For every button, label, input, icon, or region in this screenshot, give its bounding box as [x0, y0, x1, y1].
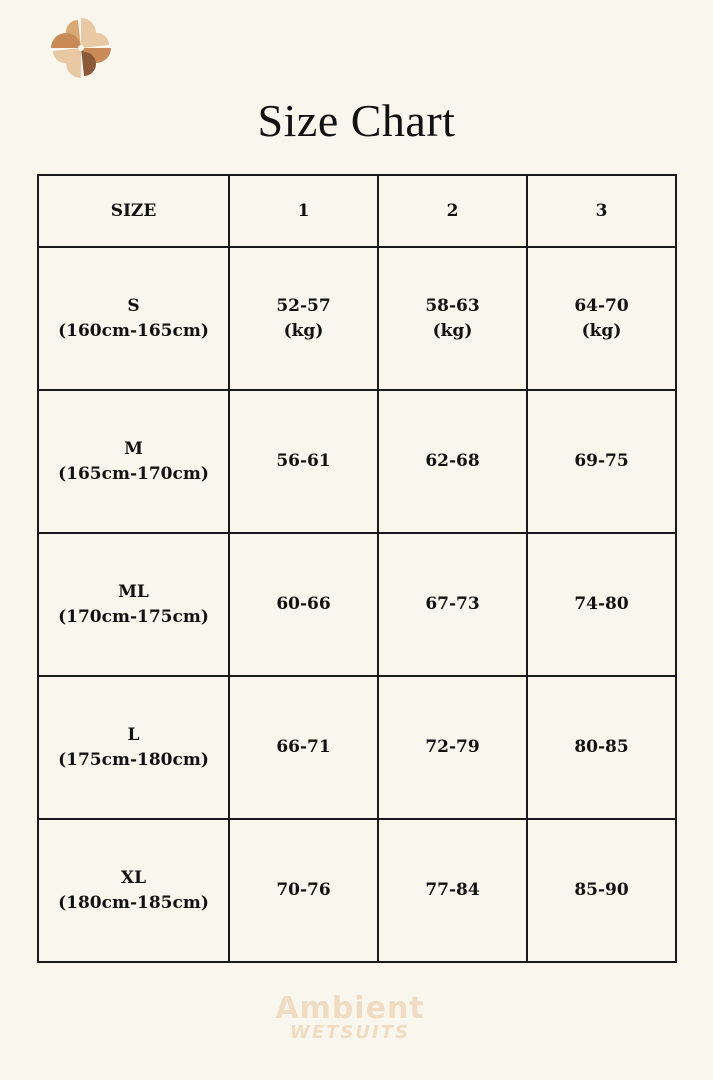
table-header-row [38, 175, 676, 247]
weight-range: 52-57 [276, 295, 331, 316]
weight-cell: 70-76 [229, 819, 378, 962]
page-title: Size Chart [257, 95, 456, 146]
weight-cell: 85-90 [527, 819, 676, 962]
height-range: (175cm-180cm) [58, 749, 209, 770]
height-range: (165cm-170cm) [58, 463, 209, 484]
weight-unit: (kg) [432, 320, 473, 341]
watermark-line-1: Ambient [275, 991, 425, 1026]
size-label: XL [120, 867, 147, 888]
table-row [38, 676, 676, 819]
weight-cell: 80-85 [527, 676, 676, 819]
watermark-line-2: WETSUITS [290, 1022, 410, 1043]
weight-unit: (kg) [283, 320, 324, 341]
weight-cell [378, 247, 527, 390]
size-label: L [127, 724, 140, 745]
height-range: (170cm-175cm) [58, 606, 209, 627]
weight-cell: 72-79 [378, 676, 527, 819]
size-cell [38, 390, 229, 533]
weight-cell: 56-61 [229, 390, 378, 533]
size-label: M [124, 438, 143, 459]
weight-cell: 60-66 [229, 533, 378, 676]
size-cell [38, 533, 229, 676]
table-row [38, 390, 676, 533]
size-label: S [127, 295, 140, 316]
table-row [38, 819, 676, 962]
size-cell [38, 819, 229, 962]
pinwheel-logo-icon [46, 14, 116, 82]
weight-cell: 62-68 [378, 390, 527, 533]
weight-range: 58-63 [425, 295, 480, 316]
weight-cell: 77-84 [378, 819, 527, 962]
header-size: SIZE [38, 175, 229, 247]
weight-cell: 69-75 [527, 390, 676, 533]
header-col-3: 3 [527, 175, 676, 247]
size-chart-table [37, 174, 677, 963]
size-label: ML [118, 581, 149, 602]
header-col-1: 1 [229, 175, 378, 247]
table-row [38, 247, 676, 390]
size-cell [38, 247, 229, 390]
weight-unit: (kg) [581, 320, 622, 341]
weight-cell: 67-73 [378, 533, 527, 676]
header-col-2: 2 [378, 175, 527, 247]
weight-cell [527, 247, 676, 390]
weight-cell: 66-71 [229, 676, 378, 819]
weight-cell: 74-80 [527, 533, 676, 676]
height-range: (160cm-165cm) [58, 320, 209, 341]
brand-watermark [260, 991, 440, 1043]
weight-range: 64-70 [574, 295, 629, 316]
height-range: (180cm-185cm) [58, 892, 209, 913]
table-row [38, 533, 676, 676]
weight-cell [229, 247, 378, 390]
size-cell [38, 676, 229, 819]
